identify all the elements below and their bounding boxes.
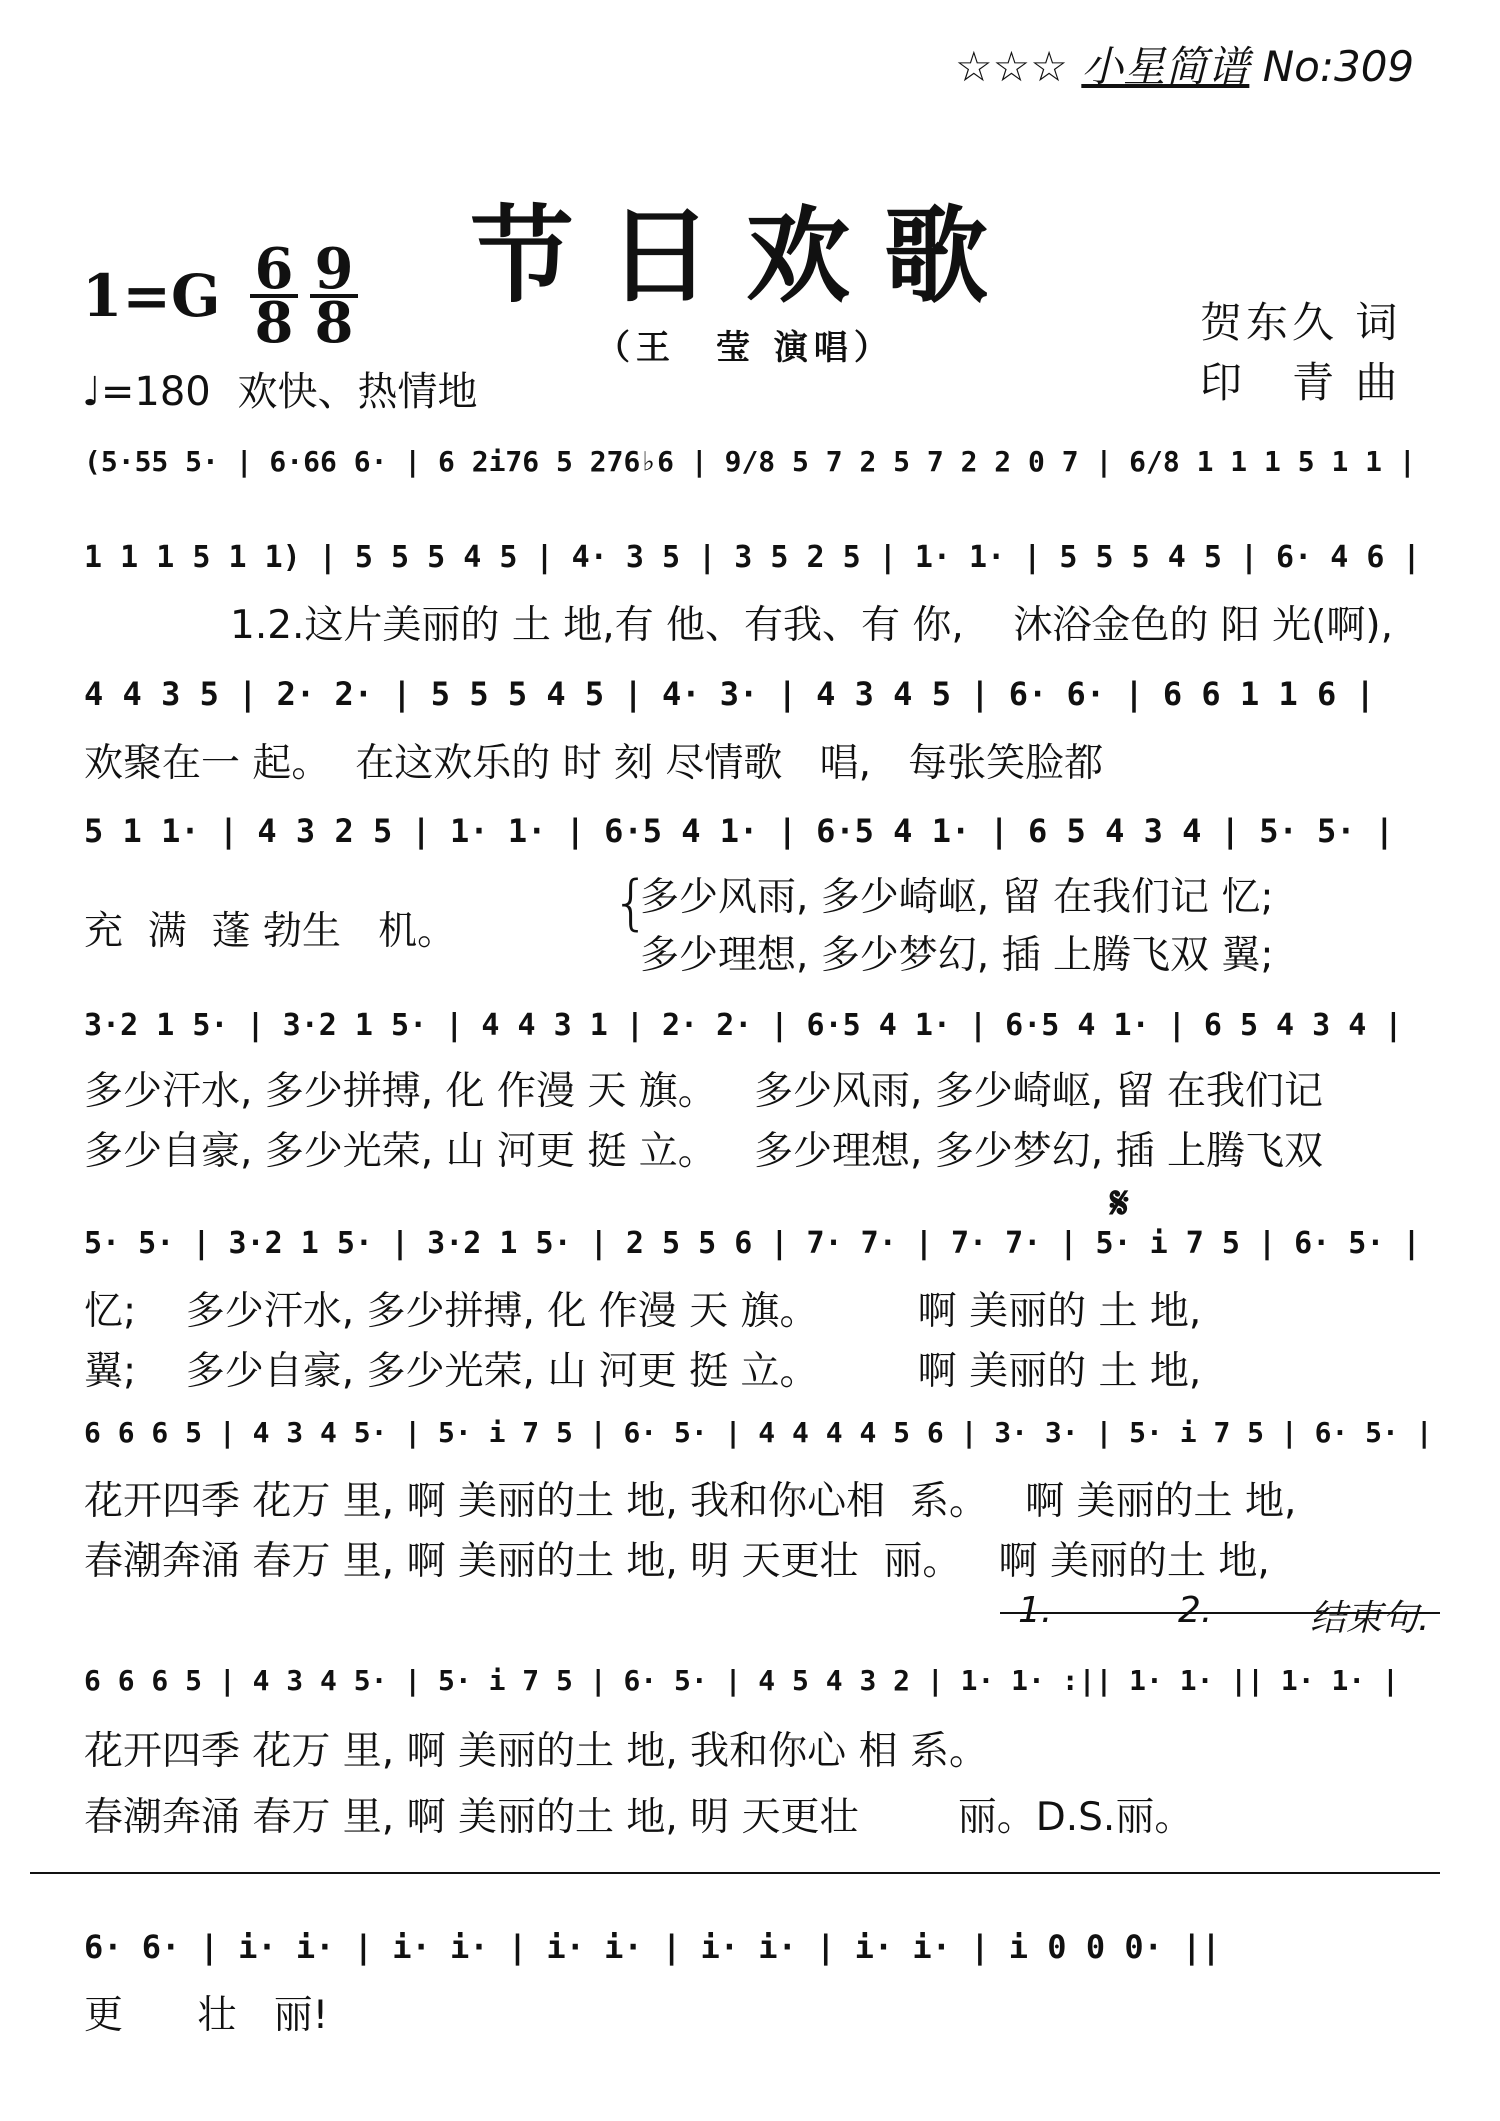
song-title: 节日欢歌 (470, 194, 1023, 317)
composer-credit: 印 青 曲 (1200, 358, 1402, 407)
lyric-line-9a: 更 壮 丽! (84, 1993, 329, 2038)
lyric-line-8b: 春潮奔涌 春万 里, 啊 美丽的土 地, 明 天更壮 丽。D.S.丽。 (84, 1795, 1194, 1840)
lyric-line-4c: 多少理想, 多少梦幻, 插 上腾飞双 翼; (640, 933, 1274, 978)
quarter-note-icon: ♩ (82, 369, 101, 415)
coda-separator (30, 1872, 1440, 1874)
lyric-line-2a: 1.2.这片美丽的 土 地,有 他、有我、有 你, 沐浴金色的 阳 光(啊), (230, 603, 1394, 648)
notation-line-2: 1 1 1 5 1 1) | 5 5 5 4 5 | 4· 3 5 | 3 5 2 5 | 1· 1· | 5 5 5 4 5 | 6· 4 6 | (84, 540, 1421, 575)
notation-line-4: 5 1 1· | 4 3 2 5 | 1· 1· | 6·5 4 1· | 6·5 4 1· | 6 5 4 3 4 | 5· 5· | (84, 812, 1395, 850)
lyric-line-3a: 欢聚在一 起。 在这欢乐的 时 刻 尽情歌 唱, 每张笑脸都 (84, 741, 1104, 786)
second-ending-label: 2. (1178, 1590, 1213, 1631)
lyric-line-8a: 花开四季 花万 里, 啊 美丽的土 地, 我和你心 相 系。 (84, 1729, 988, 1774)
tempo-value: =180 (100, 369, 211, 415)
lyric-line-7b: 春潮奔涌 春万 里, 啊 美丽的土 地, 明 天更壮 丽。 啊 美丽的土 地, (84, 1539, 1270, 1584)
notation-line-1: (5·55 5· | 6·66 6· | 6 2i76 5 276♭6 | 9/8 5 7 2 5 7 2 2 0 7 | 6/8 1 1 1 5 1 1 | (84, 445, 1416, 478)
lyric-line-4a: 充 满 蓬 勃生 机。 (84, 909, 457, 954)
brand-name: 小星简谱 (1081, 42, 1250, 91)
notation-line-6: 5· 5· | 3·2 1 5· | 3·2 1 5· | 2 5 5 6 | 7· 7· | 7· 7· | 5· i 7 5 | 6· 5· | (84, 1226, 1421, 1261)
notation-line-3: 4 4 3 5 | 2· 2· | 5 5 5 4 5 | 4· 3· | 4 3 4 5 | 6· 6· | 6 6 1 1 6 | (84, 675, 1375, 713)
lyric-line-6a: 忆; 多少汗水, 多少拼搏, 化 作漫 天 旗。 啊 美丽的 土 地, (84, 1289, 1202, 1334)
lyric-line-5b: 多少自豪, 多少光荣, 山 河更 挺 立。 多少理想, 多少梦幻, 插 上腾飞双 (84, 1129, 1323, 1174)
segno-icon: 𝄋 (1110, 1178, 1129, 1229)
lyric-line-6b: 翼; 多少自豪, 多少光荣, 山 河更 挺 立。 啊 美丽的 土 地, (84, 1349, 1202, 1394)
notation-line-5: 3·2 1 5· | 3·2 1 5· | 4 4 3 1 | 2· 2· | 6·5 4 1· | 6·5 4 1· | 6 5 4 3 4 | (84, 1008, 1403, 1043)
time-signature-2: 9 8 (306, 244, 362, 348)
lyricist-credit: 贺东久 词 (1200, 298, 1402, 347)
brand-stars: ☆☆☆ (955, 42, 1068, 91)
coda-ending-label: 结束句. (1310, 1598, 1430, 1639)
brand-number: No:309 (1262, 42, 1415, 91)
lyric-line-7a: 花开四季 花万 里, 啊 美丽的土 地, 我和你心相 系。 啊 美丽的土 地, (84, 1479, 1297, 1524)
lyric-line-5a: 多少汗水, 多少拼搏, 化 作漫 天 旗。 多少风雨, 多少崎岖, 留 在我们记 (84, 1069, 1323, 1114)
notation-line-8: 6 6 6 5 | 4 3 4 5· | 5· i 7 5 | 6· 5· | 4 5 4 3 2 | 1· 1· :|| 1· 1· || 1· 1· | (84, 1664, 1399, 1697)
time-signature-1: 6 8 (246, 244, 302, 348)
lyric-line-4b: 多少风雨, 多少崎岖, 留 在我们记 忆; (640, 875, 1274, 920)
tempo-marking (82, 360, 477, 417)
key-signature: 1=G (82, 262, 221, 330)
singer-credit: （王 莹 演唱） (596, 328, 894, 368)
notation-line-7: 6 6 6 5 | 4 3 4 5· | 5· i 7 5 | 6· 5· | 4 4 4 4 5 6 | 3· 3· | 5· i 7 5 | 6· 5· | (84, 1416, 1433, 1449)
notation-line-9: 6· 6· | i· i· | i· i· | i· i· | i· i· | i· i· | i 0 0 0· || (84, 1928, 1221, 1966)
first-ending-label: 1. (1018, 1590, 1053, 1631)
tempo-expression: 欢快、热情地 (237, 369, 478, 415)
brand-label (955, 34, 1414, 94)
verse-brace: { (612, 868, 651, 938)
